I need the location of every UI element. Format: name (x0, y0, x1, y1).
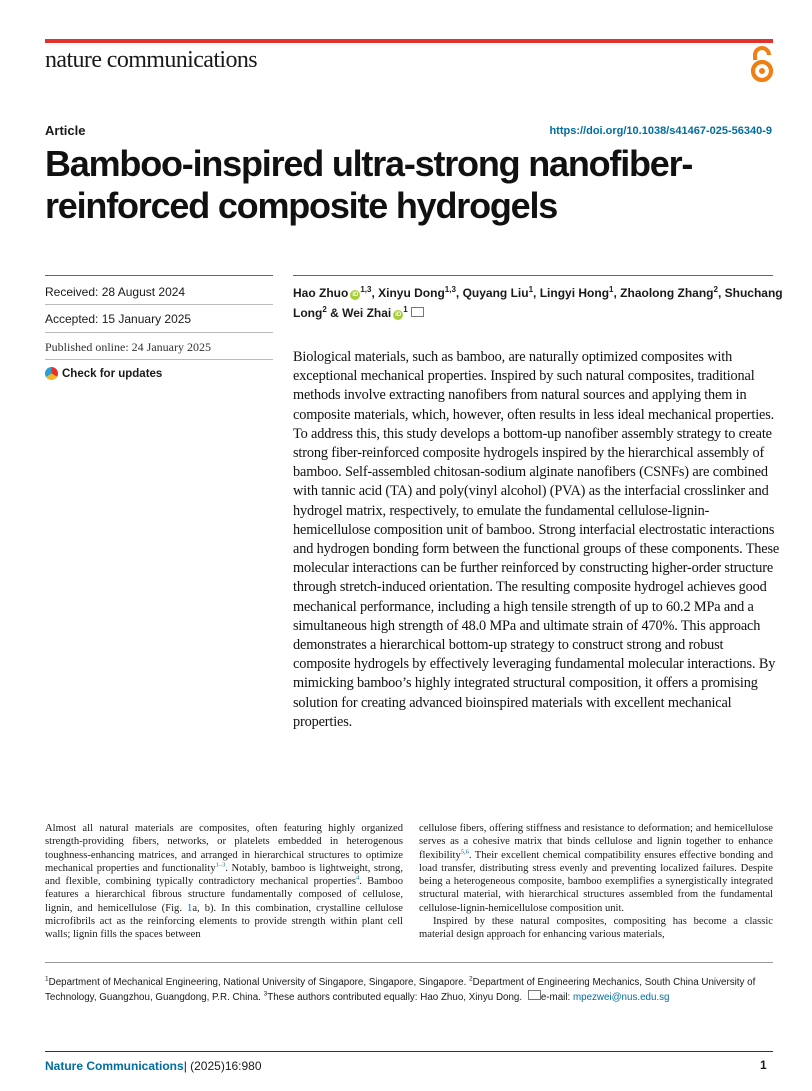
abstract: Biological materials, such as bamboo, are naturally optimized composites with exceptional mechanical properties. Inspired by such natural composites, traditional methods involve extracting nanofibers from natural sources and applying them in composite materials, which, however, often results in less ideal mechanical properties. To address this, this study develops a bottom-up nanofiber assembly strategy to create strong fiber-reinforced composite hydrogels inspired by the hierarchical assembly of bamboo. Self-assembled chitosan-sodium alginate nanofibers (CSNFs) are combined with tannic acid (TA) and poly(vinyl alcohol) (PVA) as the interfacial crosslinker and hydrogel matrix, respectively, to emulate the fundamental cellulose-lignin-hemicellulose composition unit of bamboo. Strong interfacial electrostatic interactions and hydrogen bonding form between the functional groups of these components. These molecular interactions can be further reinforced by constructing higher-order structure through stretch-induced orientation. The resulting composite hydrogel achieves good mechanical performance, including a high tensile strength of up to 60.2 MPa and a simultaneous high strength of 48.0 MPa and ultimate strain of 470%. This approach demonstrates a hierarchical bottom-up strategy to construct strong and robust composite hydrogels by effectively leveraging fundamental molecular interactions. By mimicking bamboo’s highly integrated structural composition, it offers a promising solution for creating advanced bioinspired materials with excellent mechanical properties. (293, 349, 780, 730)
author-separator: , (455, 286, 463, 300)
article-type: Article (45, 123, 86, 138)
check-updates-button[interactable] (45, 367, 162, 380)
footer-divider (45, 1051, 773, 1052)
affiliation-text: Department of Mechanical Engineering, National University of Singapore, Singapore, Singapore. (48, 977, 470, 988)
body-column-right (419, 822, 773, 942)
journal-accent-bar (45, 39, 773, 43)
figure-link[interactable]: 1 (187, 902, 193, 914)
author-separator: & (326, 306, 343, 320)
author-name[interactable]: Hao Zhuo (293, 286, 349, 300)
doi-link[interactable]: https://doi.org/10.1038/s41467-025-56340-9 (549, 125, 772, 137)
author-name[interactable]: Lingyi Hong (539, 286, 610, 300)
received-date: Received: 28 August 2024 (45, 285, 186, 299)
footnote-marker: 2 (469, 975, 473, 983)
meta-divider (45, 304, 273, 305)
meta-divider (45, 332, 273, 333)
article-title: Bamboo-inspired ultra-strong nanofiber-reinforced composite hydrogels (45, 143, 693, 226)
body-text: a, b). In this combination, crystalline cellulose microfibrils act as the reinforcing elements to provide strength within plant cell walls; lignin fills the spaces between (45, 902, 403, 941)
author-affiliation: 1,3 (360, 285, 372, 294)
email-icon (528, 990, 541, 1000)
email-link[interactable]: mpezwei@nus.edu.sg (572, 992, 670, 1003)
body-text: . Their excellent chemical compatibility ensures effective bonding and load transfer, distributing stress evenly and preventing localized failures. Despite being a heterogeneous composite, bamboo exemplifies a synergistically integrated structural material, with hierarchical structures assembled from the fundamental cellulose-lignin-hemicellulose composition unit. (419, 849, 773, 914)
citation-link[interactable]: 4 (356, 874, 360, 882)
body-text: Almost all natural materials are composites, often featuring highly organized strength-providing fibers, networks, or platelets embedded in heterogenous toughness-enhancing matrices, and arranged in hierarchical structures to optimize mechanical properties and functionality (45, 823, 403, 874)
citation-link[interactable]: 5,6 (460, 848, 469, 856)
author-name[interactable]: Zhaolong Zhang (620, 286, 714, 300)
author-separator: , (371, 286, 379, 300)
body-text: . Notably, bamboo is lightweight, strong, and flexible, combining typically contradictory mechanical properties (45, 862, 404, 888)
author-list (293, 283, 783, 323)
orcid-icon[interactable]: iD (395, 312, 402, 318)
body-paragraph (419, 822, 773, 915)
affiliation-text: Department of Engineering Mechanics, South China University of Technology, Guangzhou, Guangdong, P.R. China. (45, 977, 756, 1003)
author-name[interactable]: Xinyu Dong (378, 286, 445, 300)
body-paragraph (45, 822, 403, 942)
author-affiliation: 2 (322, 305, 327, 314)
check-updates-label: Check for updates (62, 367, 163, 380)
author-affiliation: 1,3 (444, 285, 456, 294)
email-icon[interactable] (411, 307, 424, 317)
meta-divider (45, 359, 273, 360)
equal-contribution-note: These authors contributed equally: Hao Zhuo, Xinyu Dong. (267, 992, 525, 1003)
body-paragraph: Inspired by these natural composites, compositing has become a classic material design approach for enhancing various materials, (419, 916, 773, 941)
footer-volume: | (2025)16:980 (183, 1059, 262, 1073)
footer-journal-name[interactable]: Nature Communications (45, 1059, 184, 1073)
author-name[interactable]: Wei Zhai (342, 306, 392, 320)
footnote-divider (45, 962, 773, 963)
author-separator: , (533, 286, 540, 300)
citation-link[interactable]: 1–3 (215, 861, 226, 869)
footnote-marker: 3 (263, 990, 268, 998)
accepted-date: Accepted: 15 January 2025 (45, 312, 192, 326)
author-separator: , (613, 286, 621, 300)
author-affiliation: 1 (609, 285, 614, 294)
author-name[interactable]: Quyang Liu (462, 286, 529, 300)
orcid-icon[interactable]: iD (352, 292, 359, 298)
author-affiliation: 2 (713, 285, 718, 294)
body-text: cellulose fibers, offering stiffness and resistance to deformation; and hemicellulose serves as a cohesive matrix that binds cellulose and lignin together to enhance flexibility (419, 823, 773, 861)
author-separator: , (717, 286, 725, 300)
authors-top-divider (293, 275, 773, 276)
author-affiliation: 1 (403, 305, 408, 314)
journal-name[interactable]: nature communications (45, 47, 258, 73)
published-date: Published online: 24 January 2025 (45, 340, 211, 354)
body-column-left (45, 822, 403, 942)
check-updates-icon (45, 367, 58, 380)
footer-citation (45, 1059, 262, 1073)
open-access-icon[interactable] (748, 46, 776, 84)
affiliations-footnote (45, 975, 780, 1005)
body-text: . Bamboo features a hierarchical fibrous structure fundamentally composed of cellulose, lignin, and hemicellulose (Fig. (45, 876, 404, 914)
email-label: e-mail: (540, 992, 573, 1003)
meta-top-divider (45, 275, 273, 276)
footnote-marker: 1 (45, 975, 49, 983)
author-name[interactable]: Shuchang Long (293, 286, 783, 320)
author-affiliation: 1 (528, 285, 534, 294)
page-number: 1 (760, 1058, 767, 1072)
